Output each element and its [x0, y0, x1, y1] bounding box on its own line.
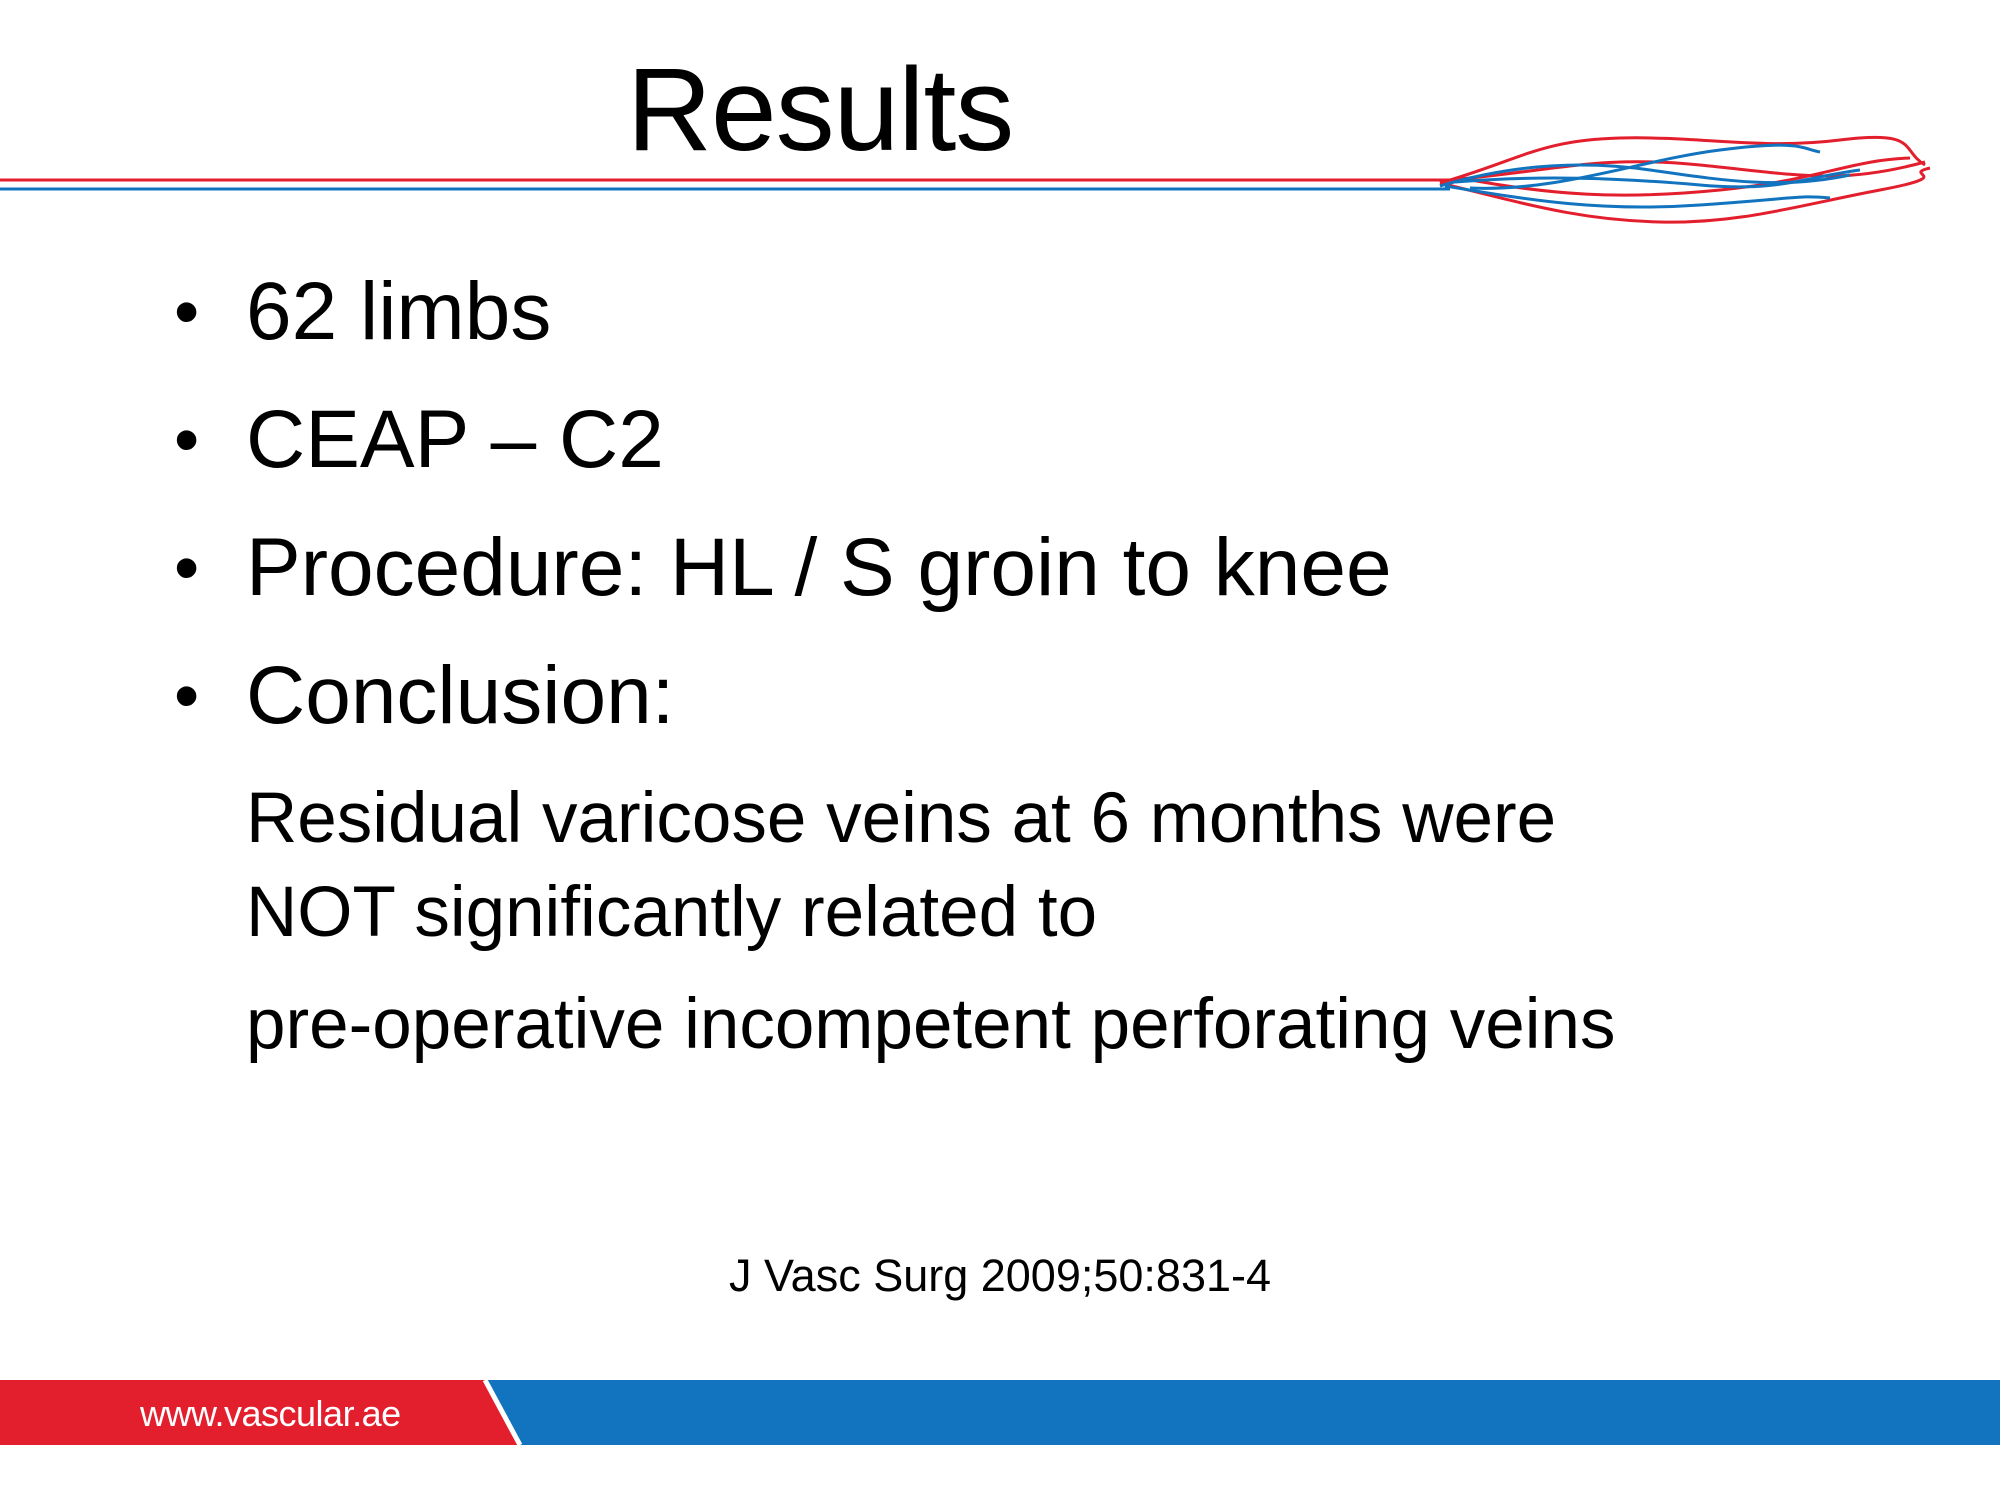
conclusion-text	[246, 772, 1946, 1072]
bullet-item	[170, 646, 1870, 774]
citation: J Vasc Surg 2009;50:831-4	[728, 1250, 1272, 1301]
bullet-text: CEAP – C2	[246, 394, 664, 485]
conclusion-line: NOT significantly related to	[246, 873, 1098, 952]
bullet-dot-icon: •	[174, 656, 200, 736]
bullet-dot-icon: •	[174, 272, 200, 352]
conclusion-line: Residual varicose veins at 6 months were	[246, 779, 1557, 858]
footer-band-blue	[480, 1380, 2000, 1445]
bullet-dot-icon: •	[174, 400, 200, 480]
bullet-text: Procedure: HL / S groin to knee	[246, 522, 1392, 613]
bullet-text: Conclusion:	[246, 650, 675, 741]
bullet-text: 62 limbs	[246, 266, 552, 357]
bullet-item	[170, 262, 1870, 390]
footer-url: www.vascular.ae	[140, 1393, 401, 1434]
bullet-list	[170, 262, 1870, 774]
bullet-item	[170, 390, 1870, 518]
slide-title: Results	[626, 44, 1014, 176]
conclusion-line: pre-operative incompetent perforating veins	[246, 985, 1616, 1064]
bullet-dot-icon: •	[174, 528, 200, 608]
bullet-item	[170, 518, 1870, 646]
